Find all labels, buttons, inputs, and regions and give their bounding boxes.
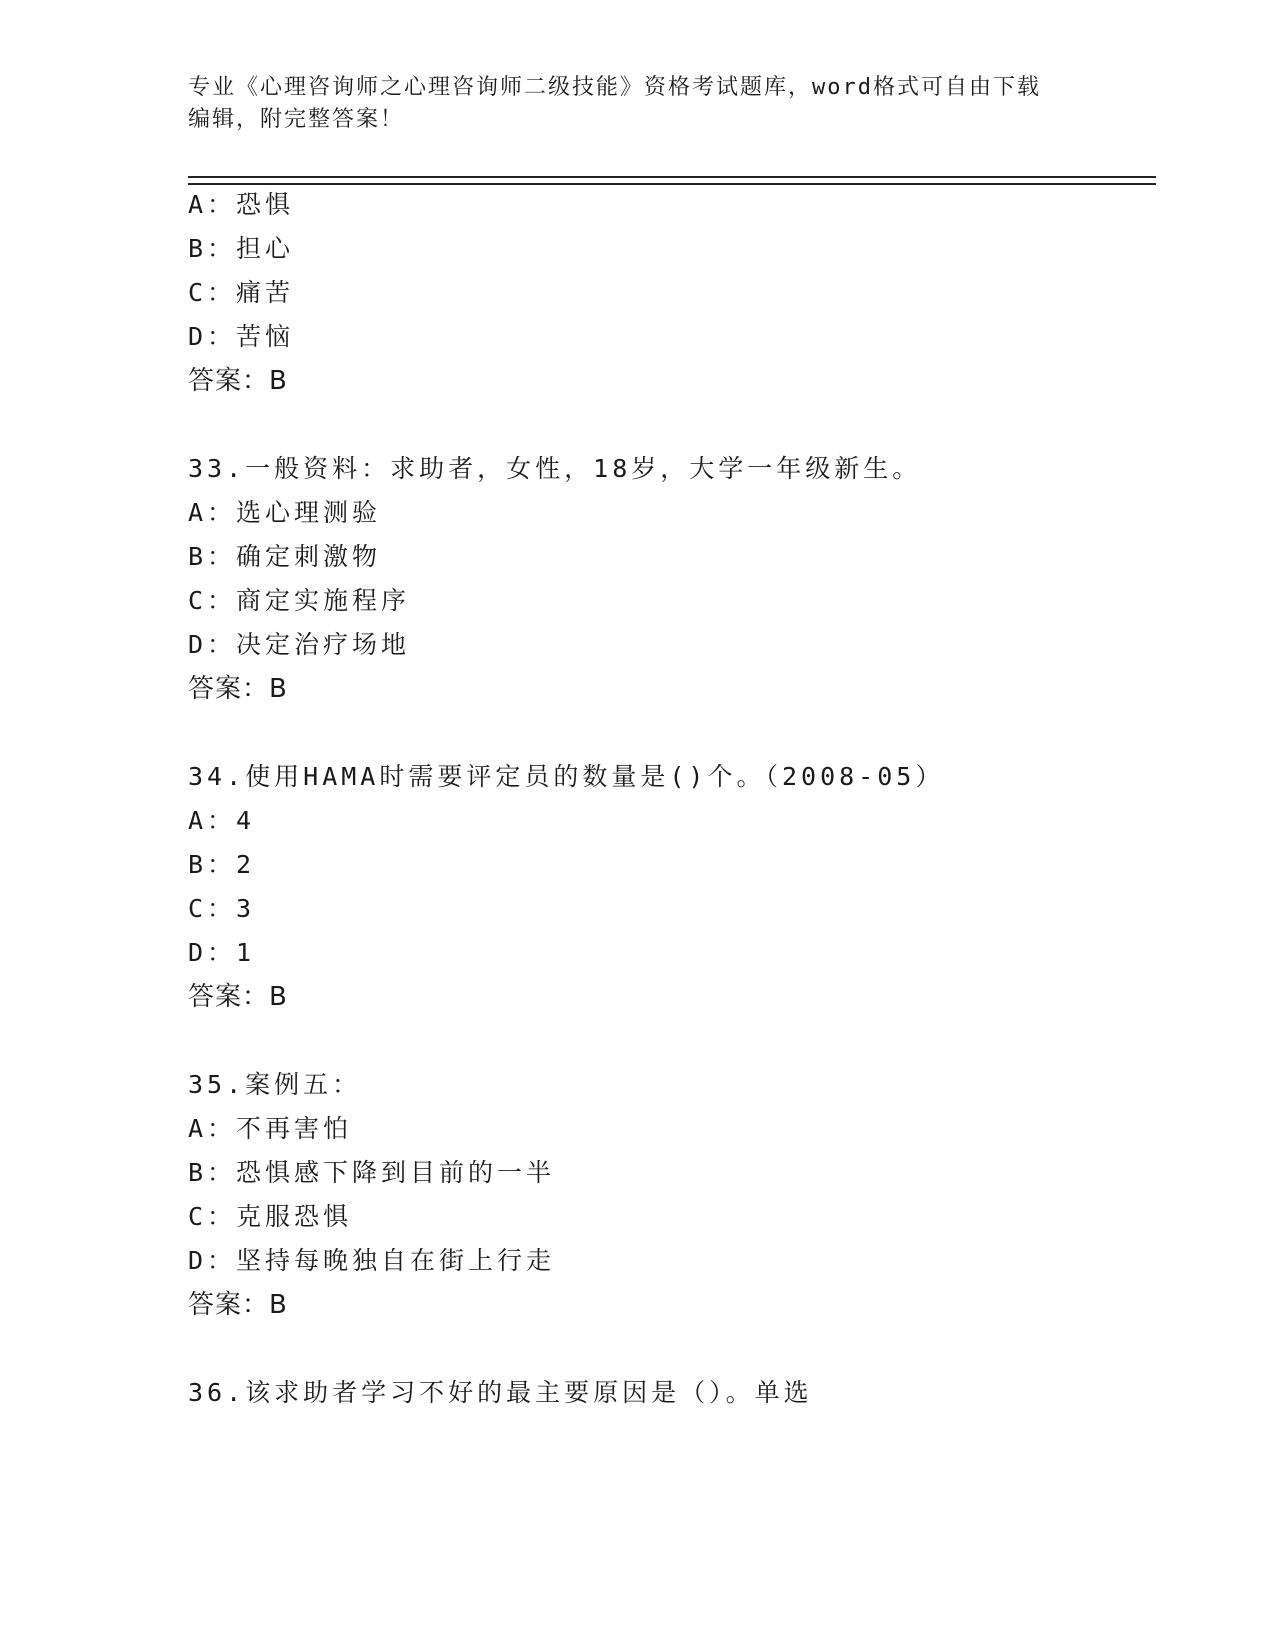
q35-answer: 答案：B bbox=[188, 1290, 288, 1320]
q33-option-c: C：商定实施程序 bbox=[188, 586, 411, 615]
header-line-2: 编辑，附完整答案！ bbox=[188, 107, 405, 132]
q32-option-c: C：痛苦 bbox=[188, 278, 295, 307]
q33-option-d: D：决定治疗场地 bbox=[188, 630, 411, 659]
q33-question: 33.一般资料：求助者，女性，18岁，大学一年级新生。 bbox=[188, 454, 922, 483]
q34-option-d: D：1 bbox=[188, 938, 256, 967]
q35-option-b: B：恐惧感下降到目前的一半 bbox=[188, 1158, 556, 1187]
q33-option-a: A：选心理测验 bbox=[188, 498, 382, 527]
q35-option-c: C：克服恐惧 bbox=[188, 1202, 353, 1231]
q34-answer: 答案：B bbox=[188, 982, 288, 1012]
q33-answer: 答案：B bbox=[188, 674, 288, 704]
header-line-1: 专业《心理咨询师之心理咨询师二级技能》资格考试题库，word格式可自由下载 bbox=[188, 75, 1041, 100]
q34-question: 34.使用HAMA时需要评定员的数量是()个。（2008-05） bbox=[188, 762, 945, 791]
q35-question: 35.案例五： bbox=[188, 1070, 362, 1099]
header-rule-top bbox=[188, 176, 1156, 178]
q32-answer: 答案：B bbox=[188, 366, 288, 396]
q35-option-a: A：不再害怕 bbox=[188, 1114, 353, 1143]
q36-question: 36.该求助者学习不好的最主要原因是（）。单选 bbox=[188, 1378, 813, 1407]
q34-option-b: B：2 bbox=[188, 850, 256, 879]
q32-option-b: B：担心 bbox=[188, 234, 295, 263]
q32-option-d: D：苦恼 bbox=[188, 322, 295, 351]
document-header bbox=[188, 72, 1068, 136]
q32-option-a: A：恐惧 bbox=[188, 190, 295, 219]
header-rule-bottom bbox=[188, 183, 1156, 185]
q34-option-a: A：4 bbox=[188, 806, 256, 835]
q35-option-d: D：坚持每晚独自在街上行走 bbox=[188, 1246, 556, 1275]
q34-option-c: C：3 bbox=[188, 894, 256, 923]
q33-option-b: B：确定刺激物 bbox=[188, 542, 382, 571]
